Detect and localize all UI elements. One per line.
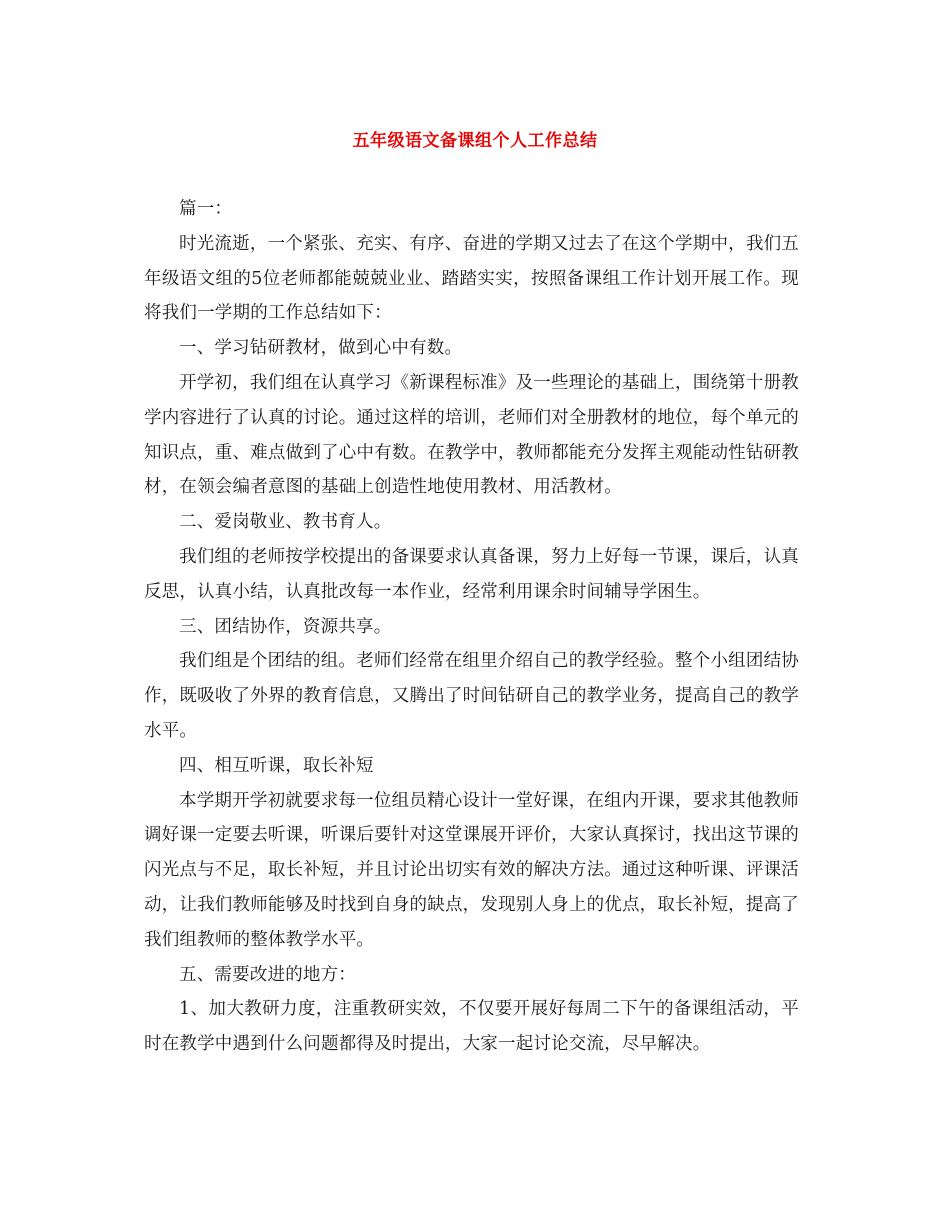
paragraph-section-3: 我们组是个团结的组。老师们经常在组里介绍自己的教学经验。整个小组团结协作，既吸收了外界的教育信息，又腾出了时间钻研自己的教学业务，提高自己的教学水平。 <box>144 651 799 741</box>
paragraph-section-2: 我们组的老师按学校提出的备课要求认真备课，努力上好每一节课，课后，认真反思，认真小结，认真批改每一本作业，经常利用课余时间辅导学困生。 <box>144 546 799 602</box>
heading-section-3: 三、团结协作，资源共享。 <box>179 616 392 637</box>
paragraph-section-1: 开学初，我们组在认真学习《新课程标准》及一些理论的基础上，围绕第十册教学内容进行了认真的讨论。通过这样的培训，老师们对全册教材的地位，每个单元的知识点，重、难点做到了心中有数。在教学中，教师都能充分发挥主观能动性钻研教材，在领会编者意图的基础上创造性地使用教材、用活教材。 <box>144 372 799 498</box>
paragraph-section-4: 本学期开学初就要求每一位组员精心设计一堂好课，在组内开课，要求其他教师调好课一定要去听课，听课后要针对这堂课展开评价，大家认真探讨，找出这节课的闪光点与不足，取长补短，并且讨论出切实有效的解决方法。通过这种听课、评课活动，让我们教师能够及时找到自身的缺点，发现别人身上的优点，取长补短，提高了我们组教师的整体教学水平。 <box>144 790 799 950</box>
heading-section-1: 一、学习钻研教材，做到心中有数。 <box>179 338 463 359</box>
document-body <box>144 192 799 1062</box>
paragraph-intro: 时光流逝，一个紧张、充实、有序、奋进的学期又过去了在这个学期中，我们五年级语文组的5位老师都能兢兢业业、踏踏实实，按照备课组工作计划开展工作。现将我们一学期的工作总结如下： <box>144 233 799 324</box>
document-title: 五年级语文备课组个人工作总结 <box>352 131 598 151</box>
heading-section-5: 五、需要改进的地方： <box>179 964 356 985</box>
paragraph-section-label: 篇一： <box>179 199 233 219</box>
paragraph-section-5-item-1: 1、加大教研力度，注重教研实效，不仅要开展好每周二下午的备课组活动，平时在教学中遇到什么问题都得及时提出，大家一起讨论交流，尽早解决。 <box>144 999 799 1055</box>
heading-section-4: 四、相互听课，取长补短 <box>179 755 374 776</box>
heading-section-2: 二、爱岗敬业、教书育人。 <box>179 512 392 533</box>
